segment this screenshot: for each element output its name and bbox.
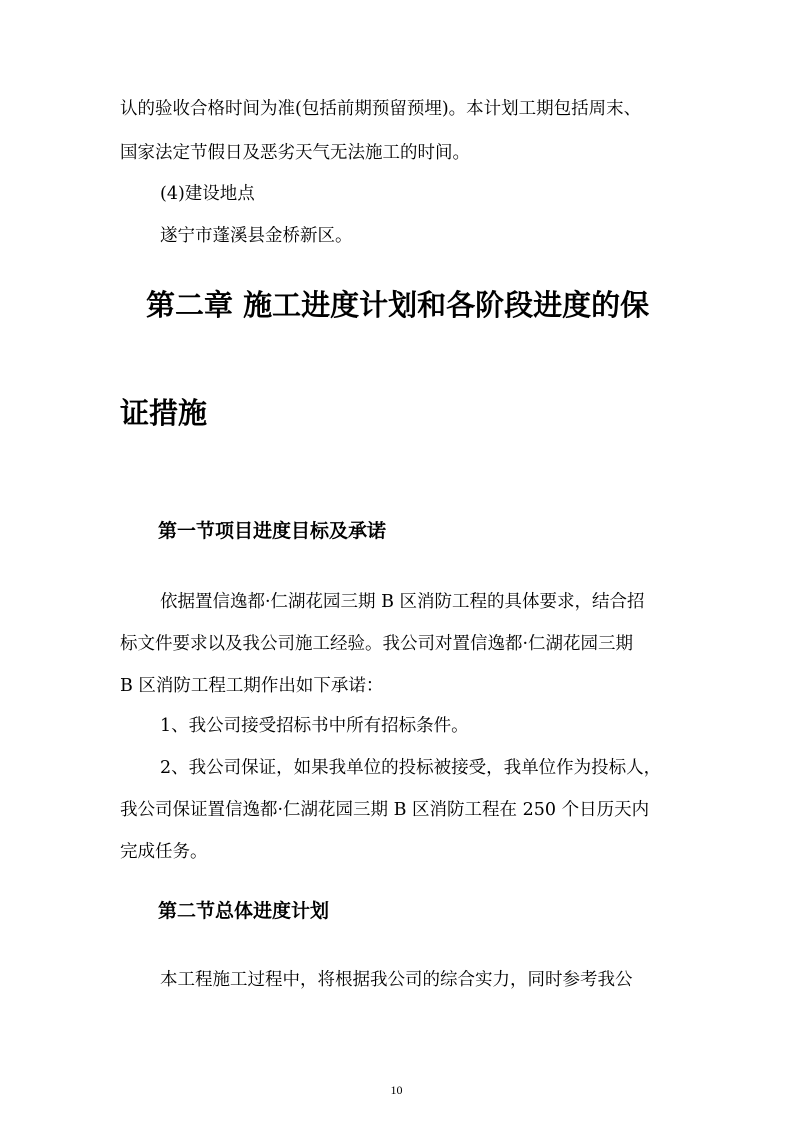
chapter-title-line-1: 第二章 施工进度计划和各阶段进度的保	[146, 288, 650, 322]
section-1-para-line-1: 依据置信逸都·仁湖花园三期 B 区消防工程的具体要求，结合招	[160, 592, 645, 612]
section-1-para-line-3: B 区消防工程工期作出如下承诺：	[120, 676, 384, 696]
location-heading: (4)建设地点	[160, 184, 255, 204]
section-2-title: 第二节总体进度计划	[158, 900, 330, 922]
intro-line-2: 国家法定节假日及恶劣天气无法施工的时间。	[120, 143, 470, 163]
commitment-item-2-line-1: 2、我公司保证，如果我单位的投标被接受，我单位作为投标人，	[160, 758, 662, 778]
location-text: 遂宁市蓬溪县金桥新区。	[160, 226, 353, 246]
chapter-title-line-2: 证措施	[120, 396, 208, 430]
section-1-title: 第一节项目进度目标及承诺	[158, 520, 387, 542]
section-1-para-line-2: 标文件要求以及我公司施工经验。我公司对置信逸都·仁湖花园三期	[120, 634, 634, 654]
section-2-para-line-1: 本工程施工过程中，将根据我公司的综合实力，同时参考我公	[160, 970, 633, 990]
page-number: 10	[390, 1083, 403, 1097]
commitment-item-2-line-2: 我公司保证置信逸都·仁湖花园三期 B 区消防工程在 250 个日历天内	[120, 800, 650, 820]
commitment-item-2-line-3: 完成任务。	[120, 842, 208, 862]
intro-line-1: 认的验收合格时间为准(包括前期预留预埋)。本计划工期包括周末、	[120, 99, 642, 119]
commitment-item-1: 1、我公司接受招标书中所有招标条件。	[160, 716, 469, 736]
